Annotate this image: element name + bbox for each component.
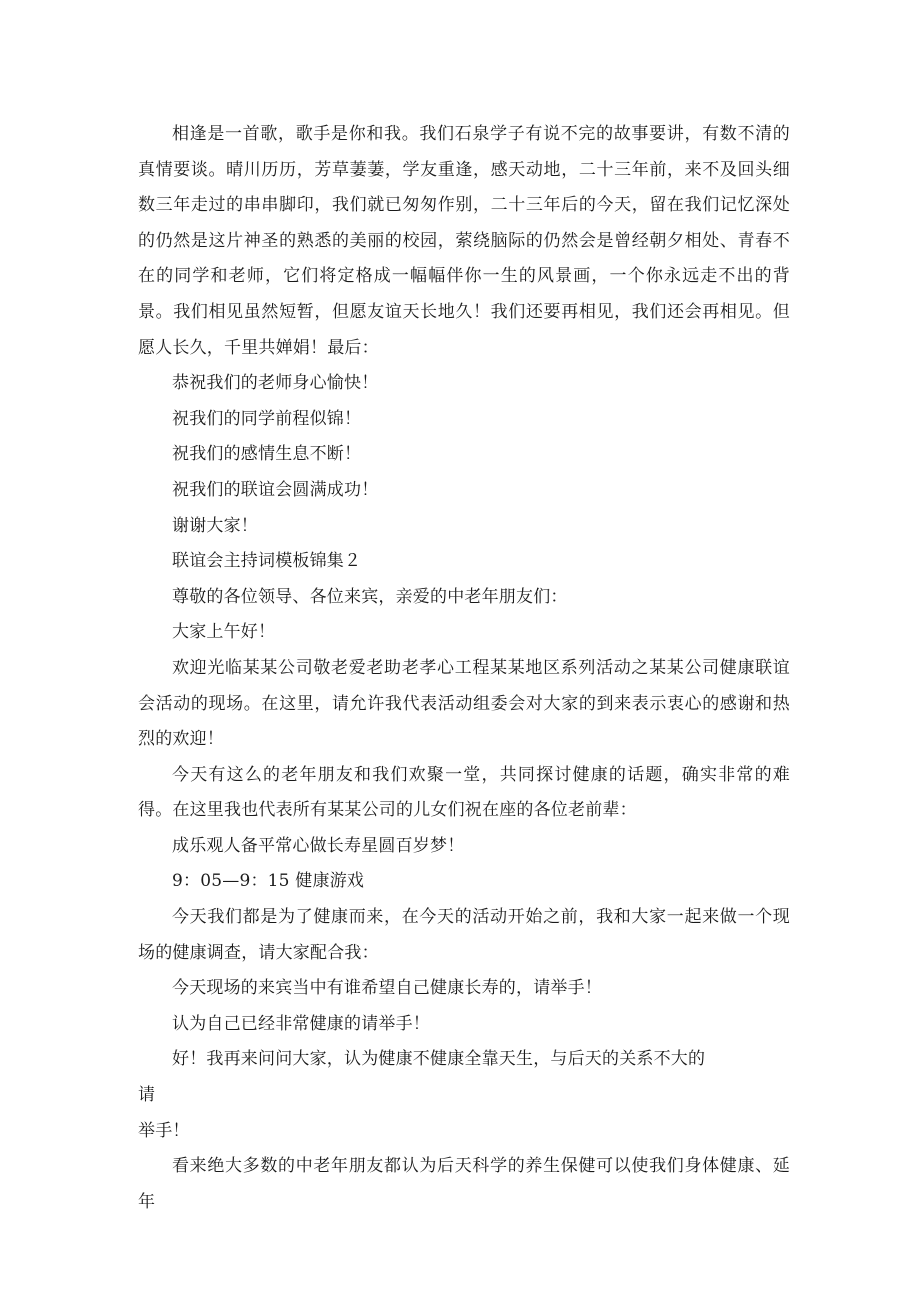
- paragraph-welcome: 欢迎光临某某公司敬老爱老助老孝心工程某某地区系列活动之某某公司健康联谊会活动的现场。在这里，请允许我代表活动组委会对大家的到来表示衷心的感谢和热烈的欢迎！: [138, 657, 790, 750]
- paragraph-wish-classmates: 祝我们的同学前程似锦！: [172, 408, 362, 429]
- paragraph-conclusion: 看来绝大多数的中老年朋友都认为后天科学的养生保健可以使我们身体健康、延年: [138, 1156, 790, 1212]
- document-body: [138, 117, 790, 1220]
- paragraph-raise-hand: 举手！: [138, 1120, 190, 1141]
- paragraph-wish-teachers: 恭祝我们的老师身心愉快！: [172, 373, 379, 394]
- paragraph-good-morning: 大家上午好！: [172, 622, 276, 643]
- paragraph-question-innate: 好！我再来问问大家，认为健康不健康全靠天生，与后天的关系不大的请: [138, 1049, 706, 1106]
- paragraph-greeting-guests: 尊敬的各位领导、各位来宾，亲爱的中老年朋友们：: [172, 586, 568, 607]
- paragraph-raise-hand-longevity: 今天现场的来宾当中有谁希望自己健康长寿的，请举手！: [172, 978, 602, 999]
- paragraph-health-survey: 今天我们都是为了健康而来，在今天的活动开始之前，我和大家一起来做一个现场的健康调查，请大家配合我：: [138, 907, 790, 963]
- paragraph-thanks: 谢谢大家！: [172, 515, 258, 536]
- section-heading: 联谊会主持词模板锦集２: [172, 551, 362, 572]
- paragraph-raise-hand-healthy: 认为自己已经非常健康的请举手！: [172, 1013, 430, 1034]
- paragraph-wish-success: 祝我们的联谊会圆满成功！: [172, 479, 379, 500]
- paragraph-motto: 成乐观人备平常心做长寿星圆百岁梦！: [172, 835, 465, 856]
- paragraph-reunion-speech: 相逢是一首歌，歌手是你和我。我们石泉学子有说不完的故事要讲，有数不清的真情要谈。晴川历历，芳草萋萋，学友重逢，感天动地，二十三年前，来不及回头细数三年走过的串串脚印，我们就已匆匆作别，二十三年后的今天，留在我们记忆深处的仍然是这片神圣的熟悉的美丽的校园，萦绕脑际的仍然会是曾经朝夕相处、青春不在的同学和老师，它们将定格成一幅幅伴你一生的风景画，一个你永远走不出的背景。我们相见虽然短暂，但愿友谊天长地久！我们还要再相见，我们还会再相见。但愿人长久，千里共婵娟！最后：: [138, 124, 790, 358]
- paragraph-gathering: 今天有这么的老年朋友和我们欢聚一堂，共同探讨健康的话题，确实非常的难得。在这里我也代表所有某某公司的儿女们祝在座的各位老前辈：: [138, 764, 790, 821]
- paragraph-schedule-time: 9：05—9：15 健康游戏: [172, 871, 365, 892]
- paragraph-wish-friendship: 祝我们的感情生息不断！: [172, 444, 362, 465]
